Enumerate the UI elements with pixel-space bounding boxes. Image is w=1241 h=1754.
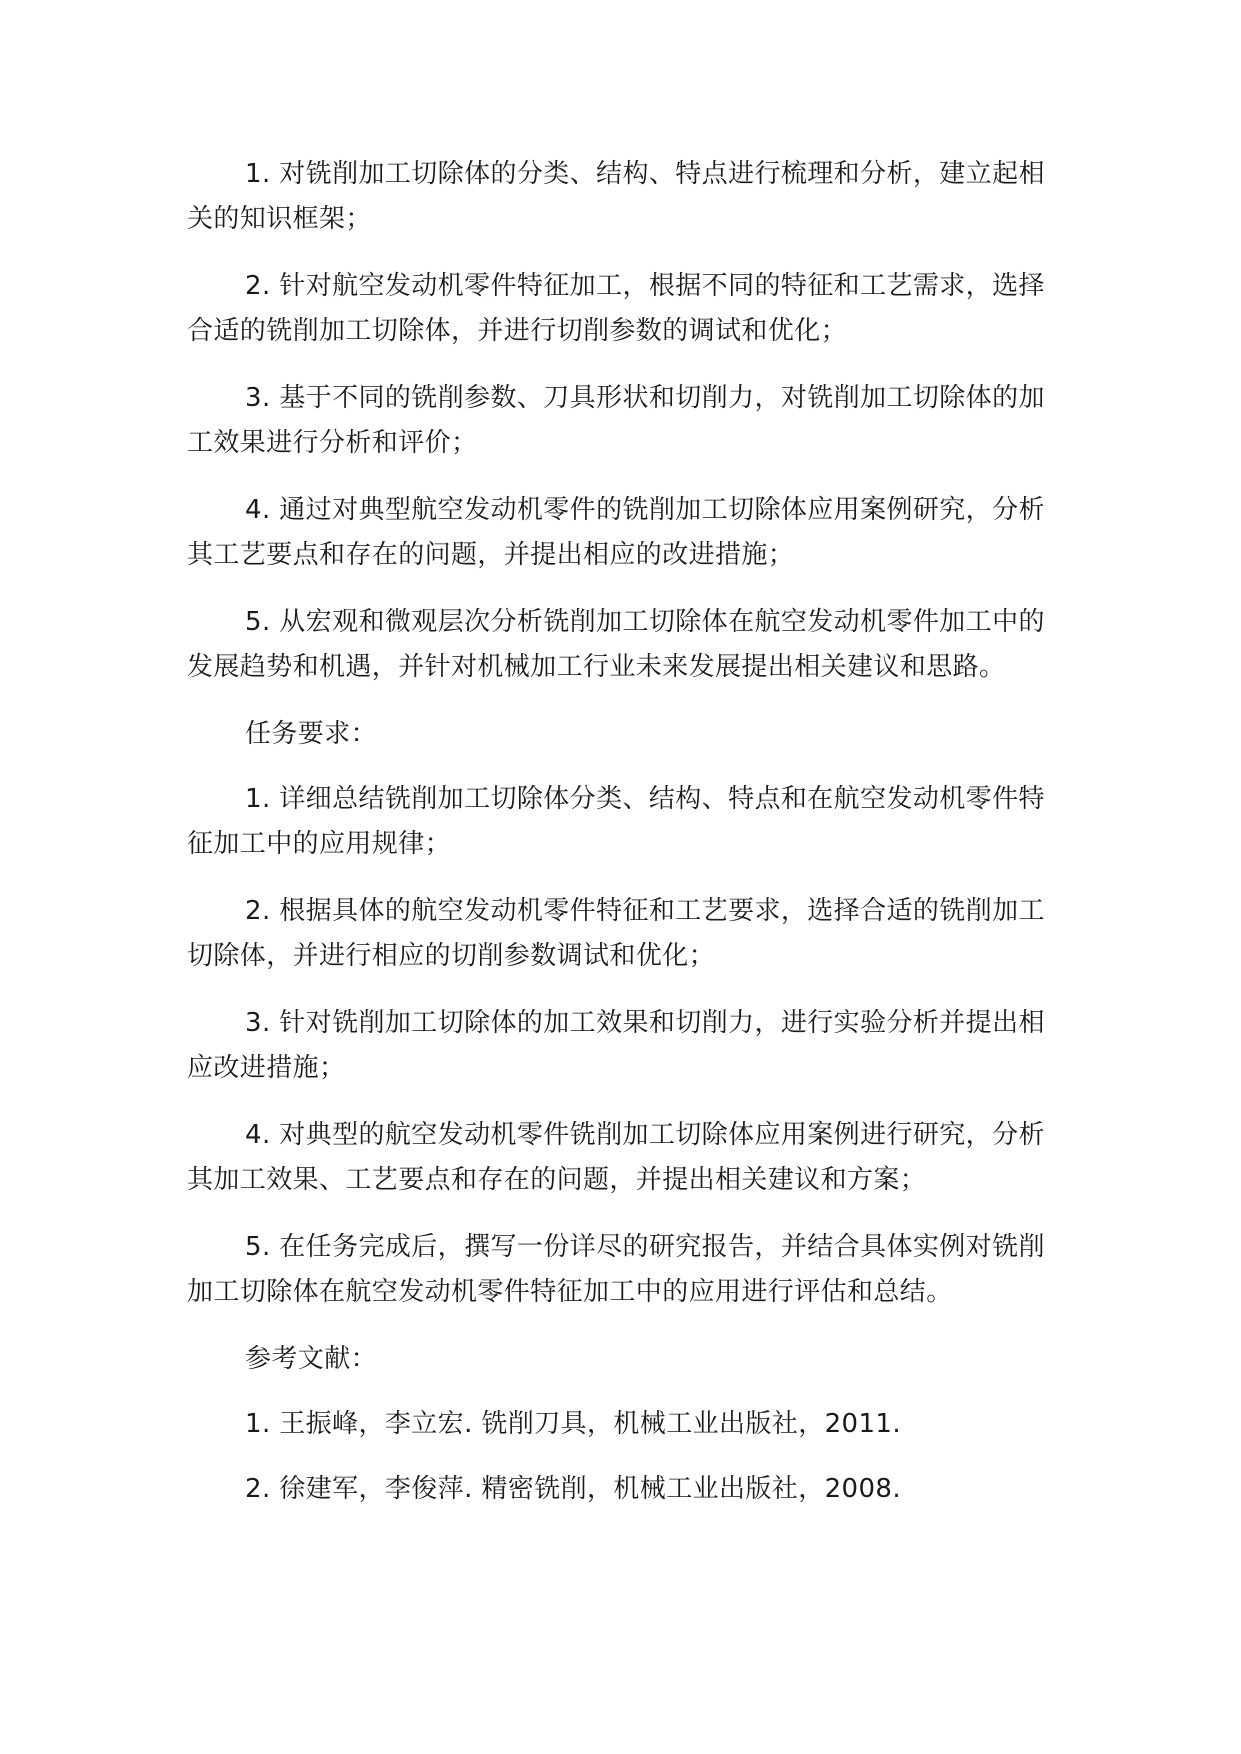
goal-item-5: 5. 从宏观和微观层次分析铣削加工切除体在航空发动机零件加工中的发展趋势和机遇，并针对机械加工行业未来发展提出相关建议和思路。 bbox=[187, 607, 1045, 682]
document-body bbox=[187, 152, 1067, 1532]
goal-item-1: 1. 对铣削加工切除体的分类、结构、特点进行梳理和分析，建立起相关的知识框架； bbox=[187, 159, 1045, 234]
requirement-item-4: 4. 对典型的航空发动机零件铣削加工切除体应用案例进行研究，分析其加工效果、工艺要点和存在的问题，并提出相关建议和方案； bbox=[187, 1120, 1045, 1195]
requirement-item-3: 3. 针对铣削加工切除体的加工效果和切削力，进行实验分析并提出相应改进措施； bbox=[187, 1008, 1045, 1083]
requirement-item-5: 5. 在任务完成后，撰写一份详尽的研究报告，并结合具体实例对铣削加工切除体在航空发动机零件特征加工中的应用进行评估和总结。 bbox=[187, 1232, 1045, 1307]
goal-item-3: 3. 基于不同的铣削参数、刀具形状和切削力，对铣削加工切除体的加工效果进行分析和评价； bbox=[187, 383, 1045, 458]
requirement-item-1: 1. 详细总结铣削加工切除体分类、结构、特点和在航空发动机零件特征加工中的应用规律； bbox=[187, 784, 1045, 859]
goal-item-4: 4. 通过对典型航空发动机零件的铣削加工切除体应用案例研究，分析其工艺要点和存在的问题，并提出相应的改进措施； bbox=[187, 495, 1045, 570]
requirement-item-2: 2. 根据具体的航空发动机零件特征和工艺要求，选择合适的铣削加工切除体，并进行相应的切削参数调试和优化； bbox=[187, 896, 1045, 971]
reference-item-2: 2. 徐建军，李俊萍. 精密铣削，机械工业出版社，2008. bbox=[245, 1474, 902, 1504]
references-heading: 参考文献： bbox=[245, 1344, 378, 1374]
goal-item-2: 2. 针对航空发动机零件特征加工，根据不同的特征和工艺需求，选择合适的铣削加工切除体，并进行切削参数的调试和优化； bbox=[187, 271, 1045, 346]
requirements-heading: 任务要求： bbox=[245, 719, 378, 749]
reference-item-1: 1. 王振峰，李立宏. 铣削刀具，机械工业出版社，2011. bbox=[245, 1409, 902, 1439]
